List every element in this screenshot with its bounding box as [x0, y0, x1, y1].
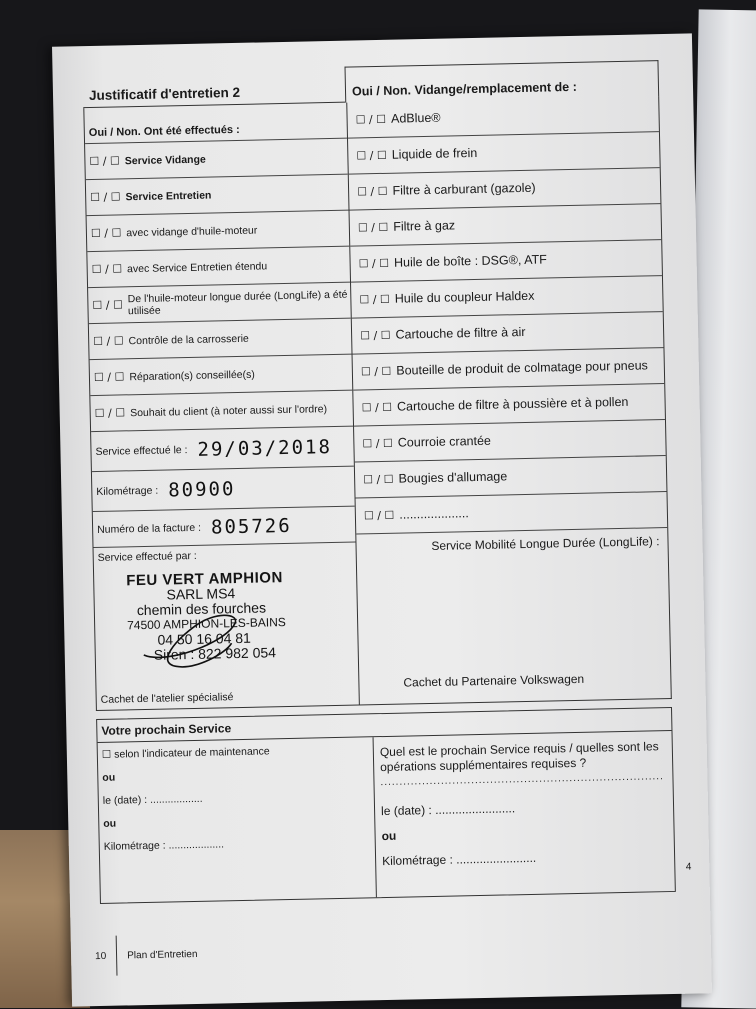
document-page [52, 33, 712, 1006]
yes-no-checkbox[interactable]: ☐ / ☐ [357, 220, 389, 235]
yes-no-checkbox[interactable]: ☐ / ☐ [363, 508, 395, 523]
replacement-item-label: Bougies d'allumage [398, 469, 508, 486]
left-column-header: Oui / Non. Ont été effectués : [84, 103, 347, 144]
replacement-item-label: Cartouche de filtre à poussière et à pollen [396, 394, 629, 414]
yes-no-checkbox[interactable]: ☐ / ☐ [355, 112, 387, 127]
page-footer [95, 934, 198, 976]
yes-no-checkbox[interactable]: ☐ / ☐ [90, 190, 121, 205]
replacement-item-label: Filtre à carburant (gazole) [392, 180, 536, 198]
performed-column [84, 103, 360, 710]
yes-no-checkbox[interactable]: ☐ / ☐ [356, 184, 388, 199]
replacement-item-label: .................... [399, 506, 469, 522]
next-service-box [96, 707, 676, 904]
yes-no-checkbox[interactable]: ☐ / ☐ [361, 400, 393, 415]
performed-item-label: Service Vidange [124, 153, 206, 167]
stamp-line-3: chemin des fourches [136, 599, 267, 619]
yes-no-checkbox[interactable]: ☐ / ☐ [360, 328, 391, 343]
yes-no-checkbox[interactable]: ☐ / ☐ [93, 370, 125, 384]
next-service-right [374, 731, 675, 897]
performed-item-label: avec vidange d'huile-moteur [126, 224, 258, 239]
service-date-value[interactable]: 29/03/2018 [197, 435, 333, 461]
replacement-item-label: Cartouche de filtre à air [395, 324, 526, 342]
corner-number: 4 [685, 861, 692, 873]
mileage-row [92, 467, 355, 512]
invoice-row [93, 507, 356, 548]
service-date-row [91, 427, 354, 472]
performed-by-label: Service effectué par : [97, 549, 197, 564]
yes-no-checkbox[interactable]: ☐ / ☐ [363, 472, 394, 487]
performed-item-row [90, 391, 353, 432]
performed-item-row [88, 283, 351, 324]
yes-no-checkbox[interactable]: ☐ / ☐ [362, 436, 393, 451]
yes-no-checkbox[interactable]: ☐ / ☐ [89, 154, 120, 169]
mileage-label: Kilométrage : [96, 484, 159, 498]
performed-item-row [86, 175, 349, 216]
workshop-stamp-label: Cachet de l'atelier spécialisé [100, 691, 234, 706]
mileage-value[interactable]: 80900 [167, 477, 236, 501]
replacement-item-label: AdBlue® [390, 110, 441, 126]
stamp-line-5: 04 50 16 04 81 [157, 629, 252, 648]
yes-no-checkbox[interactable]: ☐ / ☐ [358, 256, 390, 271]
invoice-label: Numéro de la facture : [97, 521, 202, 536]
yes-no-checkbox[interactable]: ☐ / ☐ [360, 364, 392, 379]
yes-no-checkbox[interactable]: ☐ / ☐ [92, 298, 123, 313]
performed-item-row [85, 139, 348, 180]
workshop-stamp-cell [94, 543, 359, 710]
performed-item-label: avec Service Entretien étendu [126, 259, 268, 275]
yes-no-checkbox[interactable]: ☐ / ☐ [91, 262, 123, 277]
performed-item-label: Service Entretien [125, 189, 212, 203]
invoice-value[interactable]: 805726 [210, 514, 292, 539]
performed-item-label: Souhait du client (à noter aussi sur l'ordre) [129, 402, 328, 419]
yes-no-checkbox[interactable]: ☐ / ☐ [93, 334, 124, 349]
yes-no-checkbox[interactable]: ☐ / ☐ [359, 292, 390, 307]
page-section-title: Plan d'Entretien [127, 948, 198, 961]
replacement-column [347, 96, 671, 704]
next-service-left [98, 737, 377, 903]
next-mileage-field[interactable]: Kilométrage : ................... [103, 838, 225, 853]
longlife-cell [356, 528, 670, 696]
maintenance-indicator-option[interactable]: ☐ selon l'indicateur de maintenance [101, 745, 270, 761]
signature-scribble [135, 603, 246, 675]
or-label-1: ou [102, 771, 116, 784]
performed-item-row [89, 319, 352, 360]
next-date-field[interactable]: le (date) : .................. [102, 792, 203, 807]
or-label-2: ou [103, 817, 117, 830]
maintenance-form [83, 60, 676, 904]
replacement-item-label: Bouteille de produit de colmatage pour pneus [396, 358, 648, 378]
yes-no-checkbox[interactable]: ☐ / ☐ [90, 226, 122, 241]
stamp-line-2: SARL MS4 [166, 585, 236, 603]
performed-item-row [87, 211, 350, 252]
replacement-item-label: Huile de boîte : DSG®, ATF [393, 252, 547, 270]
replacement-item-label: Courroie crantée [397, 433, 492, 450]
yes-no-checkbox[interactable]: ☐ / ☐ [356, 148, 387, 163]
performed-item-label: Contrôle de la carrosserie [128, 332, 249, 347]
yes-no-checkbox[interactable]: ☐ / ☐ [94, 406, 126, 420]
performed-item-row [90, 355, 353, 396]
right-column-header: Oui / Non. Vidange/remplacement de : [344, 60, 659, 103]
next-service-question: Quel est le prochain Service requis / quelles sont les opérations supplémentaires requises ? [379, 739, 659, 775]
longlife-label: Service Mobilité Longue Durée (LongLife) : [431, 534, 660, 553]
service-date-label: Service effectué le : [95, 443, 188, 458]
replacement-item-label: Filtre à gaz [393, 218, 456, 234]
checklist-grid [83, 96, 672, 711]
performed-item-label: De l'huile-moteur longue durée (LongLife) a été utilisée [127, 288, 348, 317]
form-title: Justificatif d'entretien 2 [83, 67, 346, 108]
stamp-line-4: 74500 AMPHION-LES-BAINS [127, 615, 286, 633]
stamp-line-6: Siren : 822 982 054 [153, 644, 277, 663]
replacement-item-label: Huile du coupleur Haldex [394, 288, 535, 306]
stamp-line-1: FEU VERT AMPHION [126, 569, 283, 590]
next-service-header: Votre prochain Service [97, 708, 671, 743]
page-number: 10 [94, 950, 107, 962]
performed-item-row [87, 247, 350, 288]
vw-stamp-label: Cachet du Partenaire Volkswagen [403, 671, 585, 690]
replacement-item-label: Liquide de frein [391, 145, 478, 162]
next-service-answer-line[interactable]: ........................................................................... [380, 771, 664, 789]
or-label-3: ou [381, 828, 397, 844]
performed-item-label: Réparation(s) conseillée(s) [129, 368, 255, 383]
next-mileage-field-right[interactable]: Kilométrage : ........................ [381, 850, 537, 869]
next-date-field-right[interactable]: le (date) : ........................ [380, 801, 516, 819]
